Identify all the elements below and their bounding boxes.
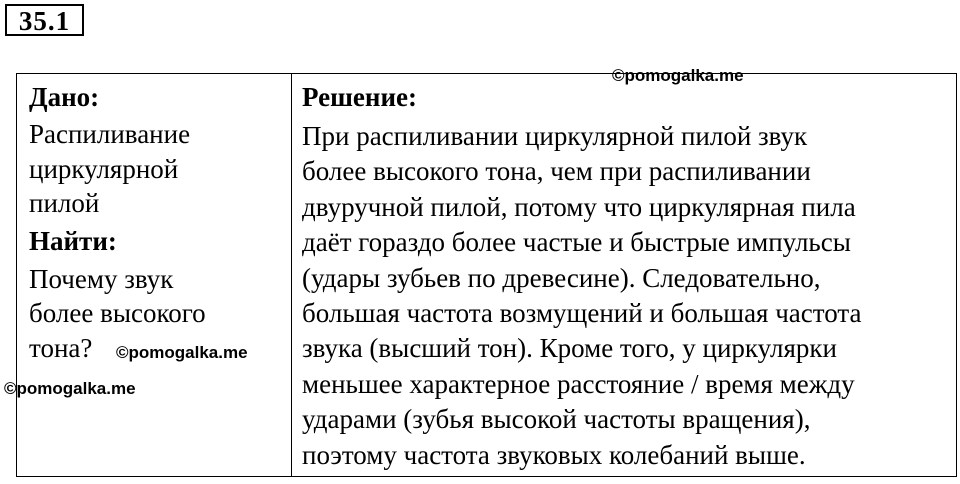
task-number: 35.1 — [5, 4, 84, 36]
find-heading: Найти: — [29, 225, 117, 256]
watermark-middle: ©pomogalka.me — [116, 343, 248, 362]
solution-table — [16, 73, 957, 477]
given-text: Распиливание циркулярной пилой — [29, 119, 191, 218]
given-column — [17, 74, 292, 477]
watermark-top: ©pomogalka.me — [612, 66, 744, 85]
solution-text: При распиливании циркулярной пилой звук более высокого тона, чем при распиливании двуручной пилой, потому что циркулярная пила даёт гораздо более частые и быстрые импульсы (удары зубьев по древесине). Следовательно, большая частота возмущений и большая частота звука (высший тон). Кроме того, у циркулярки меньшее характерное расстояние / время между ударами (зубья высокой частоты вращения), поэтому частота звуковых колебаний выше. — [302, 121, 862, 470]
find-text: Почему звук более высокого тона? — [29, 263, 206, 363]
given-heading: Дано: — [29, 82, 100, 112]
watermark-left: ©pomogalka.me — [4, 379, 136, 398]
solution-column — [292, 74, 957, 477]
solution-heading: Решение: — [302, 82, 417, 112]
